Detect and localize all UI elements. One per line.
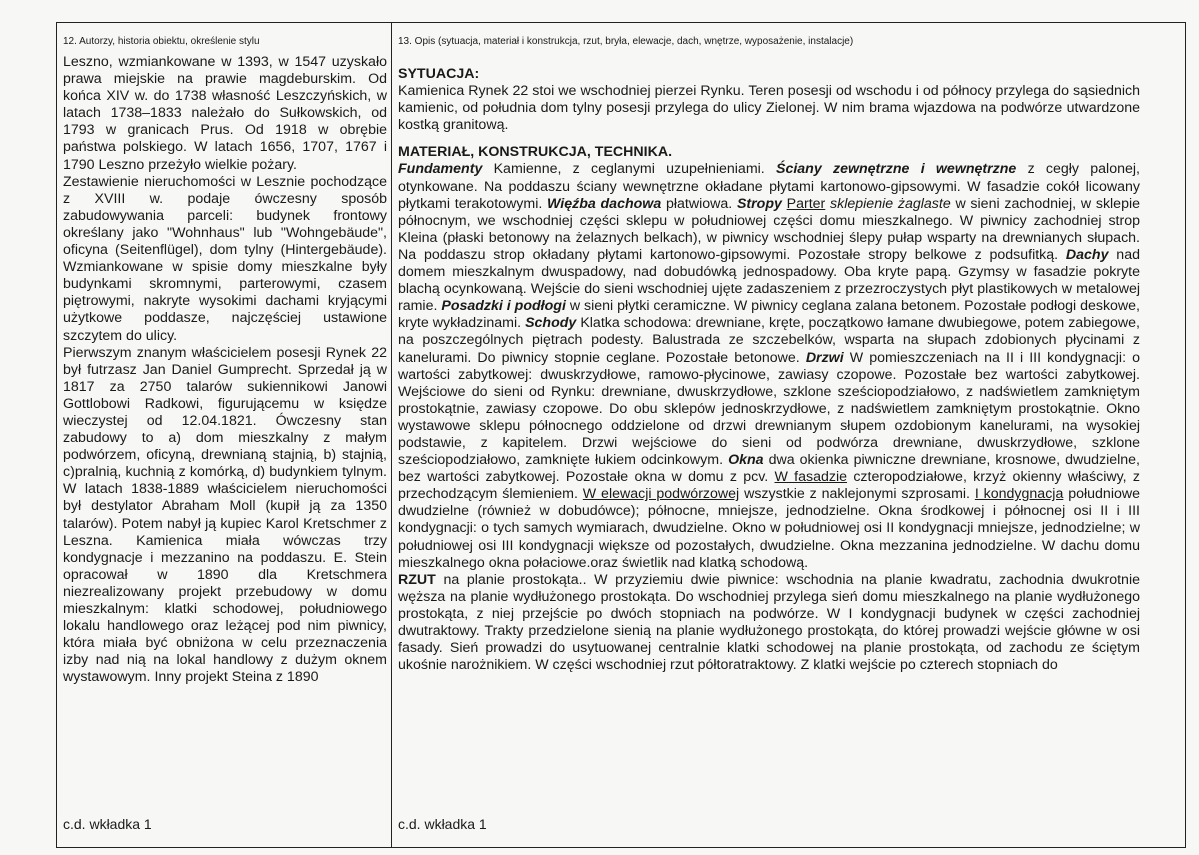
term-dachy: Dachy [1065, 246, 1109, 263]
right-column-header: 13. Opis (sytuacja, materiał i konstrukcja, rzut, bryła, elewacje, dach, wnętrze, wyposażenie, instalacje) [398, 36, 854, 47]
text-run: z cegły palonej, otynkowane. Na poddaszu ściany wewnętrzne okładane płytami kartonowo-gipsowymi. W fasadzie cokół licowany płytkami terakotowymi. [398, 161, 1140, 212]
history-text [63, 54, 387, 686]
term-stropy: Stropy [736, 195, 782, 212]
section-title-rzut: RZUT [398, 571, 436, 588]
history-paragraph: Zestawienie nieruchomości w Lesznie pochodzące z XVIII w. podaje ówczesny sposób zabudowywania parceli: budynek frontowy określany jako "Wohnhaus" lub "Wohngebäude", oficyna (Seitenflügel), dom tylny (Hintergebäude). Wzmiankowane w spisie domy mieszkalne były budynkami skromnymi, parterowymi, czasem piętrowymi, nakryte wysokimi dachami kryjącymi użytkowe poddasze, najczęściej ustawione szczytem do ulicy. [63, 173, 387, 344]
text-run: dwa okienka piwniczne drewniane, krosnowe, dwudzielne, bez wartości zabytkowej. Pozostałe okna w domu z pcv. [398, 452, 1141, 486]
term-okna: Okna [728, 452, 764, 469]
underlined-w-elewacji: W elewacji podwórzowej [582, 486, 740, 503]
italic-sklepienie: sklepienie żaglaste [830, 195, 951, 212]
text-run: W pomieszczeniach na II i III kondygnacji: o wartości zabytkowej: dwuskrzydłowe, ramowo-płycinowe, zawiasy czopowe. Pozostałe bez wartości zabytkowej. Wejściowe do sieni od Rynku: drewniane, dwuskrzydłowe, szklone sześciopodziałowo, z nadświetlem zamkniętym prostokątnie, zawiasy czopowe. Do obu sklepów jednoskrzydłowe, z nadświetlem zamkniętym prostokątnie. Okno wystawowe sklepu północnego oddzielone od drzwi drewnianym słupem ozdobionym kanelurami, na wysokiej podstawie, z kapitelem. Drzwi wejściowe do sieni od podwórza drewniane, dwuskrzydłowe, szklone sześciopodziałowo, zamknięte łukiem odcinkowym. [398, 349, 1141, 469]
underlined-i-kondygnacja: I kondygnacja [974, 486, 1064, 503]
term-posadzki: Posadzki i podłogi [441, 298, 566, 315]
left-column [56, 22, 392, 848]
material-text [398, 161, 1140, 571]
section-title-sytuacja: SYTUACJA: [398, 66, 480, 82]
text-run: Kamienne, z ceglanymi uzupełnieniami. [482, 161, 776, 178]
left-footer: c.d. wkładka 1 [63, 816, 152, 832]
text-run: czteropodziałowe, krzyż okienny właściwy, z przechodzącym ślemieniem. [398, 469, 1140, 503]
term-sciany: Ściany zewnętrzne i wewnętrzne [775, 161, 1017, 178]
term-schody: Schody [525, 315, 577, 332]
text-run: południowe dwudzielne (również w dobudówce); północne, mniejsze, jednodzielne. Okna środkowej i północnej osi II i III kondygnacji: o tych samych wymiarach, dwudzielne. Okno w południowej osi II kondygnacji mniejsze, jednodzielne; w południowej osi III kondygnacji większe od pozostałych, dwudzielne. Okna mezzanina jednodzielne. W dachu domu mieszkalnego okna połaciowe.oraz świetlik nad klatką schodową. [398, 486, 1140, 571]
underlined-parter: Parter [786, 195, 826, 212]
left-column-header: 12. Autorzy, historia obiektu, określenie stylu [63, 36, 260, 47]
text-run: na planie prostokąta.. W przyziemiu dwie piwnice: wschodnia na planie kwadratu, zachodnia dwukrotnie węższa na planie wydłużonego prostokąta. Do wschodniej przylega sień domu mieszkalnego na planie wydłużonego prostokąta, z niej przejście po dwóch stopniach na podwórze. W I kondygnacji budynek w części zachodniej dwutraktowy. Trakty przedzielone sienią na planie wydłużonego prostokąta, do której prowadzi wejście główne w osi fasady. Sień prowadzi do usytuowanej centralnie klatki schodowej na planie prostokąta, od zachodu ze ściętym ukośnie narożnikiem. W części wschodniej rzut półtoratraktowy. Z klatki wejście po czterech stopniach do [398, 571, 1140, 674]
text-run: nad domem mieszkalnym dwuspadowy, nad dobudówką jednospadowy. Oba kryte papą. Gzymsy w fasadzie pokryte blachą ocynkowaną. Wejście do sieni wschodniej ujęte zadaszeniem z przezroczystych płyt plastikowych w metalowej ramie. [398, 246, 1140, 315]
underlined-w-fasadzie: W fasadzie [774, 469, 848, 486]
right-footer: c.d. wkładka 1 [398, 816, 487, 832]
text-run: płatwiowa. [661, 195, 737, 212]
text-run: w sieni płytki ceramiczne. W piwnicy ceglana zalana betonem. Pozostałe podłogi deskowe, kryte wykładzinami. [398, 298, 1141, 332]
sytuacja-text: Kamienica Rynek 22 stoi we wschodniej pierzei Rynku. Teren posesji od wschodu i od północy przylega do sąsiednich kamienic, od południa dom tylny posesji przylega do ulicy Zielonej. W nim brama wjazdowa na podwórze utwardzone kostką granitową. [398, 83, 1140, 134]
term-wiezba: Więźba dachowa [547, 195, 662, 212]
text-run: Klatka schodowa: drewniane, kręte, początkowo łamane dwubiegowe, potem zabiegowe, na poszczególnych piętrach podesty. Balustrada ze szczebelków, wsparta na słupach zdobionych płycinami z kanelurami. Do piwnicy stopnie ceglane. Pozostałe betonowe. [398, 315, 1140, 366]
rzut-text [398, 572, 1140, 675]
form-page [56, 22, 1186, 848]
term-fundamenty: Fundamenty [398, 161, 483, 178]
history-paragraph: Pierwszym znanym właścicielem posesji Rynek 22 był futrzasz Jan Daniel Gumprecht. Sprzedał ją w 1817 za 2750 talarów sukiennikowi Janowi Gottlobowi Radkowi, figurującemu w księdze wieczystej od 12.04.1821. Ówczesny stan zabudowy to a) dom mieszkalny z małym podwórzem, oficyną, drewnianą stajnią, b) stajnią, c)pralnią, kuchnią z komórką, d) budynkiem tylnym. W latach 1838-1889 właścicielem nieruchomości był destylator Abraham Moll (kupił ją za 1350 talarów). Potem nabył ją kupiec Karol Kretschmer z Leszna. Kamienica miała wówczas trzy kondygnacje i mezzanino na poddaszu. E. Stein opracował w 1890 dla Kretschmera niezrealizowany projekt przebudowy w domu mieszkalnym: klatki schodowej, południowego lokalu handlowego oraz leżącej pod nim piwnicy, która miała być obniżona w celu przeznaczenia izby nad nią na lokal handlowy z dużym oknem wystawowym. Inny projekt Steina z 1890 [63, 344, 387, 686]
right-column [393, 22, 1186, 848]
text-run: w sieni zachodniej, w sklepie północnym, we wschodniej części sklepu w południowej części domu mieszkalnego. W piwnicy zachodniej strop Kleina (płaski betonowy na żelaznych belkach), w piwnicy wschodniej ślepy pułap wsparty na drewnianych słupach. Na poddaszu strop okładany płytami kartonowo-gipsowymi. Pozostałe stropy belkowe z podsufitką. [398, 195, 1141, 263]
section-title-material: MATERIAŁ, KONSTRUKCJA, TECHNIKA. [398, 144, 673, 161]
description-text [398, 66, 1140, 674]
history-paragraph: Leszno, wzmiankowane w 1393, w 1547 uzyskało prawa miejskie na prawie magdeburskim. Od końca XIV w. do 1738 własność Leszczyńskich, w latach 1738–1833 należało do Sułkowskich, od 1793 w granicach Prus. Od 1918 w obrębie państwa polskiego. W latach 1656, 1707, 1767 i 1790 Leszno przeżyło wielkie pożary. [63, 54, 387, 173]
term-drzwi: Drzwi [805, 349, 844, 366]
text-run: wszystkie z naklejonymi szprosami. [739, 486, 975, 503]
